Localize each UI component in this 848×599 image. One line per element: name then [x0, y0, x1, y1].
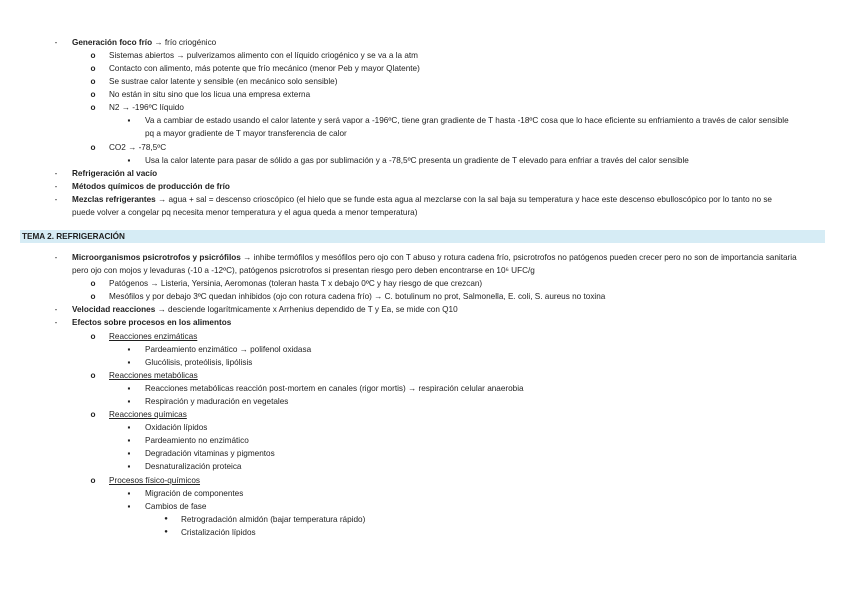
- list-item: [0, 114, 826, 140]
- square-bullet: ▪: [127, 384, 131, 393]
- square-bullet: ▪: [127, 502, 131, 511]
- dash-bullet: -: [54, 318, 58, 327]
- item-heading: Métodos químicos de producción de frío: [72, 182, 230, 191]
- dash-bullet: -: [54, 38, 58, 47]
- circle-bullet: o: [90, 103, 96, 112]
- subheading: Reacciones metabólicas: [109, 371, 198, 380]
- square-bullet: ▪: [127, 156, 131, 165]
- square-bullet: ▪: [127, 436, 131, 445]
- item-text: Pardeamiento enzimático → polifenol oxidasa: [145, 345, 312, 354]
- circle-bullet: o: [90, 143, 96, 152]
- circle-bullet: o: [90, 64, 96, 73]
- item-text: Desnaturalización proteica: [145, 462, 242, 471]
- subheading: Reacciones enzimáticas: [109, 332, 198, 341]
- dash-bullet: -: [54, 169, 58, 178]
- item-heading: Microorganismos psicrotrofos y psicrófilos: [72, 253, 241, 262]
- circle-bullet: o: [90, 51, 96, 60]
- item-text: Retrogradación almidón (bajar temperatura rápido): [181, 515, 366, 524]
- dot-bullet: ●: [164, 516, 168, 522]
- item-text: N2 → -196ºC líquido: [109, 103, 184, 112]
- item-text: Contacto con alimento, más potente que frío mecánico (menor Peb y mayor Qlatente): [109, 64, 420, 73]
- circle-bullet: o: [90, 279, 96, 288]
- subheading: Reacciones químicas: [109, 410, 187, 419]
- square-bullet: ▪: [127, 397, 131, 406]
- dot-bullet: ●: [164, 529, 168, 535]
- item-text: Cristalización lípidos: [181, 528, 256, 537]
- item-text: Patógenos → Listeria, Yersinia, Aeromonas (toleran hasta T x debajo 0ºC y hay riesgo de que crezcan): [109, 279, 483, 288]
- item-text: Cambios de fase: [145, 502, 207, 511]
- dash-bullet: -: [54, 305, 58, 314]
- item-text: Mesófilos y por debajo 3ºC quedan inhibidos (ojo con rotura cadena frío) → C. botulinum no prot, Salmonella, E. coli, S. aureus no toxina: [109, 292, 606, 301]
- dash-bullet: -: [54, 195, 58, 204]
- subheading: Procesos físico-químicos: [109, 476, 201, 485]
- square-bullet: ▪: [127, 116, 131, 125]
- item-text: Va a cambiar de estado usando el calor latente y será vapor a -196ºC, tiene gran gradiente de T hasta -18ºC cosa que lo hace eficiente su enfriamiento a través de calor sensible pq a mayor gradiente de T mayor transferencia de calor: [145, 116, 789, 139]
- item-text: Degradación vitaminas y pigmentos: [145, 449, 275, 458]
- item-heading: Refrigeración al vacío: [72, 169, 158, 178]
- item-text: Usa la calor latente para pasar de sólido a gas por sublimación y a -78,5ºC presenta un gradiente de T elevado para enfriar a través del calor sensible: [145, 156, 689, 165]
- section-title: TEMA 2. REFRIGERACIÓN: [22, 232, 125, 241]
- circle-bullet: o: [90, 476, 96, 485]
- circle-bullet: o: [90, 90, 96, 99]
- square-bullet: ▪: [127, 462, 131, 471]
- item-heading: Generación foco frío: [72, 38, 153, 47]
- item-text: Se sustrae calor latente y sensible (en mecánico solo sensible): [109, 77, 338, 86]
- list-item: - Mezclas refrigerantes → agua + sal = descenso crioscópico (el hielo que se funde esta agua al mezclarse con la sal baja su temperatura y hace este descenso ebulloscópico por lo tanto no se puede volver a congelar pq necesita menor temperatura y el agua queda a menor temperatura): [0, 193, 826, 219]
- item-text: No están in situ sino que los licua una empresa externa: [109, 90, 311, 99]
- circle-bullet: o: [90, 371, 96, 380]
- item-text: Oxidación lípidos: [145, 423, 208, 432]
- item-text: Respiración y maduración en vegetales: [145, 397, 289, 406]
- square-bullet: ▪: [127, 423, 131, 432]
- square-bullet: ▪: [127, 449, 131, 458]
- item-text: Sistemas abiertos → pulverizamos alimento con el líquido criogénico y se va a la atm: [109, 51, 418, 60]
- item-text: Migración de componentes: [145, 489, 244, 498]
- section-heading: [20, 230, 825, 243]
- square-bullet: ▪: [127, 345, 131, 354]
- square-bullet: ▪: [127, 489, 131, 498]
- list-item: - Microorganismos psicrotrofos y psicrófilos → inhibe termófilos y mesófilos pero ojo con T abuso y rotura cadena frío, psicrotrofos no patógenos pueden crecer pero no son de importancia sanitaria pero ojo con mojos y levaduras (-10 a -12ºC), patógenos psicrotrofos si presentan riesgo pero deben encontrarse en 10⁶ UFC/g: [0, 251, 826, 277]
- item-text: CO2 → -78,5ºC: [109, 143, 167, 152]
- dash-bullet: -: [54, 253, 58, 262]
- circle-bullet: o: [90, 332, 96, 341]
- item-text: Glucólisis, proteólisis, lipólisis: [145, 358, 253, 367]
- item-text: Reacciones metabólicas reacción post-mortem en canales (rigor mortis) → respiración celular anaerobia: [145, 384, 524, 393]
- circle-bullet: o: [90, 77, 96, 86]
- circle-bullet: o: [90, 410, 96, 419]
- dash-bullet: -: [54, 182, 58, 191]
- item-heading: Velocidad reacciones: [72, 305, 156, 314]
- item-text: Pardeamiento no enzimático: [145, 436, 249, 445]
- document-page: - Generación foco frío → frío criogénico o Sistemas abiertos → pulverizamos alimento con el líquido criogénico y se va a la atm o Contacto con alimento, más potente que frío mecánico (menor Peb y mayor Qlatente) o Se sustrae calor latente y sensible (en mecánico solo sensible) o No están in situ sino que los licua una empresa externa o N2 → -196ºC líquido ▪ Va a cambiar de estado usando el calor latente y será vapor a -196ºC, tiene gran gradiente de T hasta -18ºC cosa que lo hace eficiente su enfriamiento a través de calor sensible pq a mayor gradiente de T mayor transferencia de calor o CO2 → -78,5ºC ▪ Usa la calor latente para pasar de sólido a gas por sublimación y a -78,5ºC presenta un gradiente de T elevado para enfriar a través del calor sensible - Refrigeración al vacío - Métodos químicos de producción de frío - Mezclas refrigerantes → agua + sal = descenso crioscópico (el hielo que se funde esta agua al mezclarse con la sal baja su temperatura y hace este descenso ebulloscópico por lo tanto no se puede volver a congelar pq necesita menor temperatura y el agua queda a menor temperatura) TEMA 2. REFRIGERACIÓN - Microorganismos psicrotrofos y psicrófilos → inhibe termófilos y mesófilos pero ojo con T abuso y rotura cadena frío, psicrotrofos no patógenos pueden crecer pero no son de importancia sanitaria pero ojo con mojos y levaduras (-10 a -12ºC), patógenos psicrotrofos si presentan riesgo pero deben encontrarse en 10⁶ UFC/g o Patógenos → Listeria, Yersinia, Aeromonas (toleran hasta T x debajo 0ºC y hay riesgo de que crezcan) o Mesófilos y por debajo 3ºC quedan inhibidos (ojo con rotura cadena frío) → C. botulinum no prot, Salmonella, E. coli, S. aureus no toxina - Velocidad reacciones → desciende logarítmicamente x Arrhenius dependido de T y Ea, se mide con Q10 - Efectos sobre procesos en los alimentos o Reacciones enzimáticas ▪ Pardeamiento enzimático → polifenol oxidasa ▪ Glucólisis, proteólisis, lipólisis o Reacciones metabólicas ▪ Reacciones metabólicas reacción post-mortem en canales (rigor mortis) → respiración celular anaerobia ▪ Respiración y maduración en vegetales o Reacciones químicas ▪ Oxidación lípidos ▪ Pardeamiento no enzimático ▪ Degradación vitaminas y pigmentos ▪ Desnaturalización proteica o Procesos físico-químicos ▪ Migración de componentes ▪ Cambios de fase ● Retrogradación almidón (bajar temperatura rápido) ● Cristalización lípidos: [0, 0, 848, 599]
- square-bullet: ▪: [127, 358, 131, 367]
- item-heading: Mezclas refrigerantes: [72, 195, 156, 204]
- item-heading: Efectos sobre procesos en los alimentos: [72, 318, 232, 327]
- circle-bullet: o: [90, 292, 96, 301]
